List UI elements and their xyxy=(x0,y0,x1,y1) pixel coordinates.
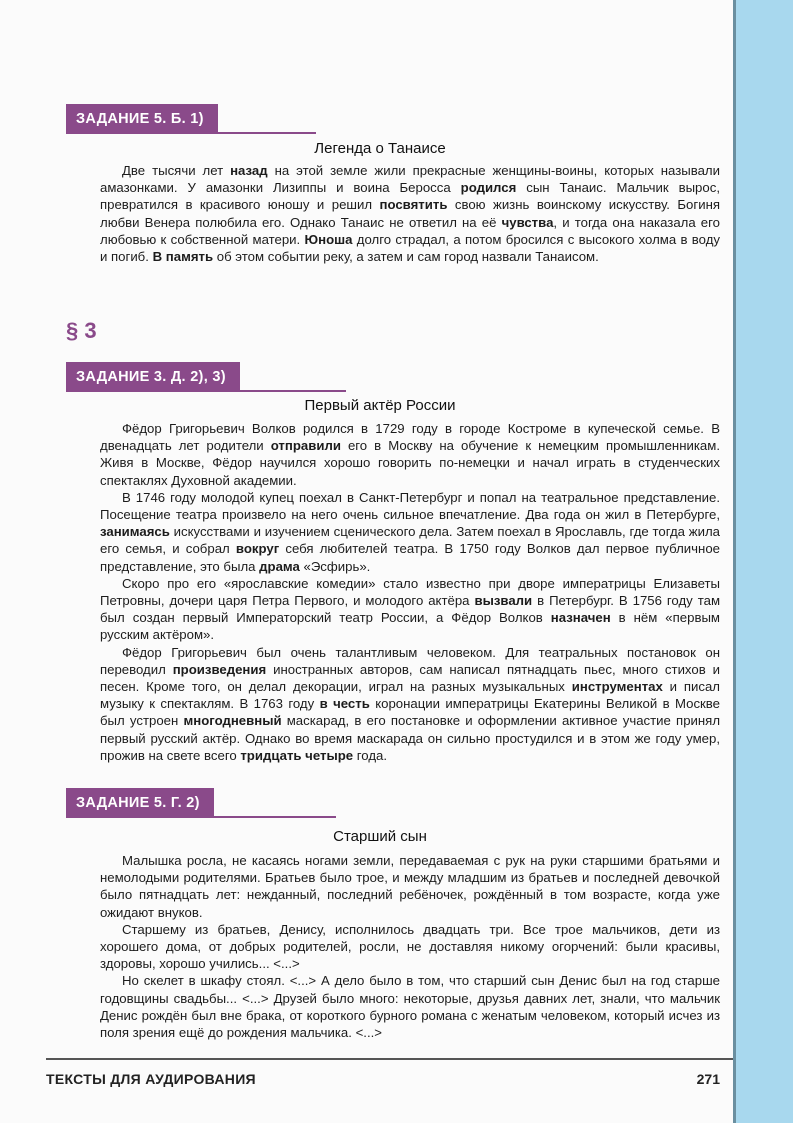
section1-title: Легенда о Танаисе xyxy=(314,140,446,157)
side-strip-edge xyxy=(733,0,736,1123)
task-label-1-underline xyxy=(66,132,316,134)
text-run: Две тысячи лет xyxy=(122,163,231,178)
paragraph xyxy=(100,972,720,1041)
text-run: иностранных авторов, сам написал пятнадцать пьес, много стихов и песен. Кроме того, он делал декорации, играл на разных музыкальных xyxy=(100,661,720,695)
bold-term: отправили xyxy=(270,438,341,454)
paragraph xyxy=(100,852,720,921)
bold-term: произведения xyxy=(172,661,267,677)
bold-term: родился xyxy=(460,180,517,196)
text-run: Малышка росла, не касаясь ногами земли, передаваемая с рук на руки старшими братьями и немолодыми родителями. Братьев было трое, и между младшим из братьев и последней девочкой было пятнадцать лет: нежданный, последний ребёночек, рождённый в том возрасте, когда уже ожидают внуков. xyxy=(100,853,720,920)
text-run: сын Танаис. Мальчик вырос, превратился в красивого юношу и решил xyxy=(100,180,720,213)
task-label-1: ЗАДАНИЕ 5. Б. 1) xyxy=(66,104,218,134)
bold-term: вокруг xyxy=(235,541,280,557)
text-run: долго страдал, а потом бросился с высокого холма в воду и погиб. xyxy=(100,231,720,265)
bold-term: в честь xyxy=(319,696,370,712)
paragraph xyxy=(100,644,720,764)
section-mark: § 3 xyxy=(66,318,97,343)
paragraph xyxy=(100,489,720,575)
text-run: года. xyxy=(353,747,388,763)
text-run: в Петербург. В 1756 году там был создан первый Императорский театр России, а Фёдор Волков xyxy=(100,593,721,626)
bold-term: В память xyxy=(152,249,214,265)
paragraph xyxy=(100,162,720,265)
text-run: себя любителей театра. В 1750 году Волков дал первое публичное представление, это была xyxy=(100,541,720,574)
text-run: коронации императрицы Екатерины Великой в Москве был устроен xyxy=(100,696,721,729)
task-label-3: ЗАДАНИЕ 5. Г. 2) xyxy=(66,788,214,818)
text-run: Но скелет в шкафу стоял. <...> А дело было в том, что старший сын Денис был на год старше годовщины свадьбы... <...> Друзей было много: некоторые, друзья давних лет, знали, что мальчик Денис рождён был вне брака, от короткого бурного романа с женатым человеком, который исчез из поля зрения ещё до рождения мальчика. <...> xyxy=(100,973,720,1041)
text-run: Фёдор Григорьевич был очень талантливым человеком. Для театральных постановок он переводил xyxy=(100,644,720,677)
text-run: Фёдор Григорьевич Волков родился в 1729 году в городе Костроме в купеческой семье. В двенадцать лет родители xyxy=(100,421,720,454)
task-label-2-underline xyxy=(66,390,346,392)
task-label-3-underline xyxy=(66,816,336,818)
paragraph xyxy=(100,575,720,644)
bold-term: многодневный xyxy=(183,713,282,729)
bold-term: тридцать четыре xyxy=(240,747,354,763)
bold-term: занимаясь xyxy=(100,524,170,540)
section3-title: Старший сын xyxy=(333,828,427,845)
section2-title: Первый актёр России xyxy=(304,397,456,414)
text-run: в нём «первым русским актёром». xyxy=(100,610,720,643)
text-run: свою жизнь воинскому искусству. Богиня любви Венера полюбила его. Однако Танаис не ответил на её xyxy=(100,197,720,230)
bold-term: вызвали xyxy=(474,593,533,609)
text-run: и писал музыку к спектаклям. В 1763 году xyxy=(100,679,721,712)
text-run: его в Москву на обучение к немецким промышленникам. Живя в Москве, Фёдор научился хорошо говорить по-немецки и начал играть в студенческих спектаклях Духовной академии. xyxy=(100,438,720,488)
task-label-2: ЗАДАНИЕ 3. Д. 2), 3) xyxy=(66,362,240,392)
bold-term: посвятить xyxy=(379,197,448,213)
text-run: на этой земле жили прекрасные женщины-воины, которых называли амазонками. У амазонки Лизиппы и воина Беросса xyxy=(100,163,720,196)
footer-title: ТЕКСТЫ ДЛЯ АУДИРОВАНИЯ xyxy=(46,1071,256,1087)
text-run: маскарад, в его постановке и оформлении активное участие принял первый русский актёр. Однако во время маскарада он сильно простудился и в этом же году умер, прожив на свете всего xyxy=(100,713,721,763)
bold-term: назад xyxy=(230,163,268,178)
bold-term: инструментах xyxy=(571,679,663,695)
text-run: Старшему из братьев, Денису, исполнилось двадцать три. Все трое мальчиков, дети из хорошего дома, от добрых родителей, росли, не доставляя никому огорчений: были красивы, здоровы, хорошо учились... <...> xyxy=(100,921,720,972)
footer-rule xyxy=(46,1058,733,1060)
text-run: , и тогда она наказала его любовью к собственной матери. xyxy=(100,214,720,247)
text-run: «Эсфирь». xyxy=(299,558,371,574)
paragraph xyxy=(100,420,720,489)
section1-text xyxy=(100,162,720,265)
text-run: В 1746 году молодой купец поехал в Санкт-Петербург и попал на театральное представление. Посещение театра произвело на него очень сильное впечатление. Два года он жил в Петербурге, xyxy=(100,489,720,523)
side-color-strip xyxy=(735,0,793,1123)
section3-text xyxy=(100,852,720,1041)
bold-term: назначен xyxy=(550,610,611,626)
text-run: Скоро про его «ярославские комедии» стало известно при дворе императрицы Елизаветы Петровны, дочери царя Петра Первого, и молодого актёра xyxy=(100,575,720,609)
bold-term: чувства xyxy=(501,214,554,230)
paragraph xyxy=(100,921,720,973)
bold-term: драма xyxy=(259,558,300,574)
text-run: об этом событии реку, а затем и сам город назвали Танаисом. xyxy=(213,249,599,265)
section2-text xyxy=(100,420,720,764)
page-number: 271 xyxy=(696,1071,720,1087)
text-run: искусствами и изучением сценического дела. Затем поехал в Ярославль, где тогда жила его семья, и собрал xyxy=(100,524,720,557)
bold-term: Юноша xyxy=(304,231,353,247)
